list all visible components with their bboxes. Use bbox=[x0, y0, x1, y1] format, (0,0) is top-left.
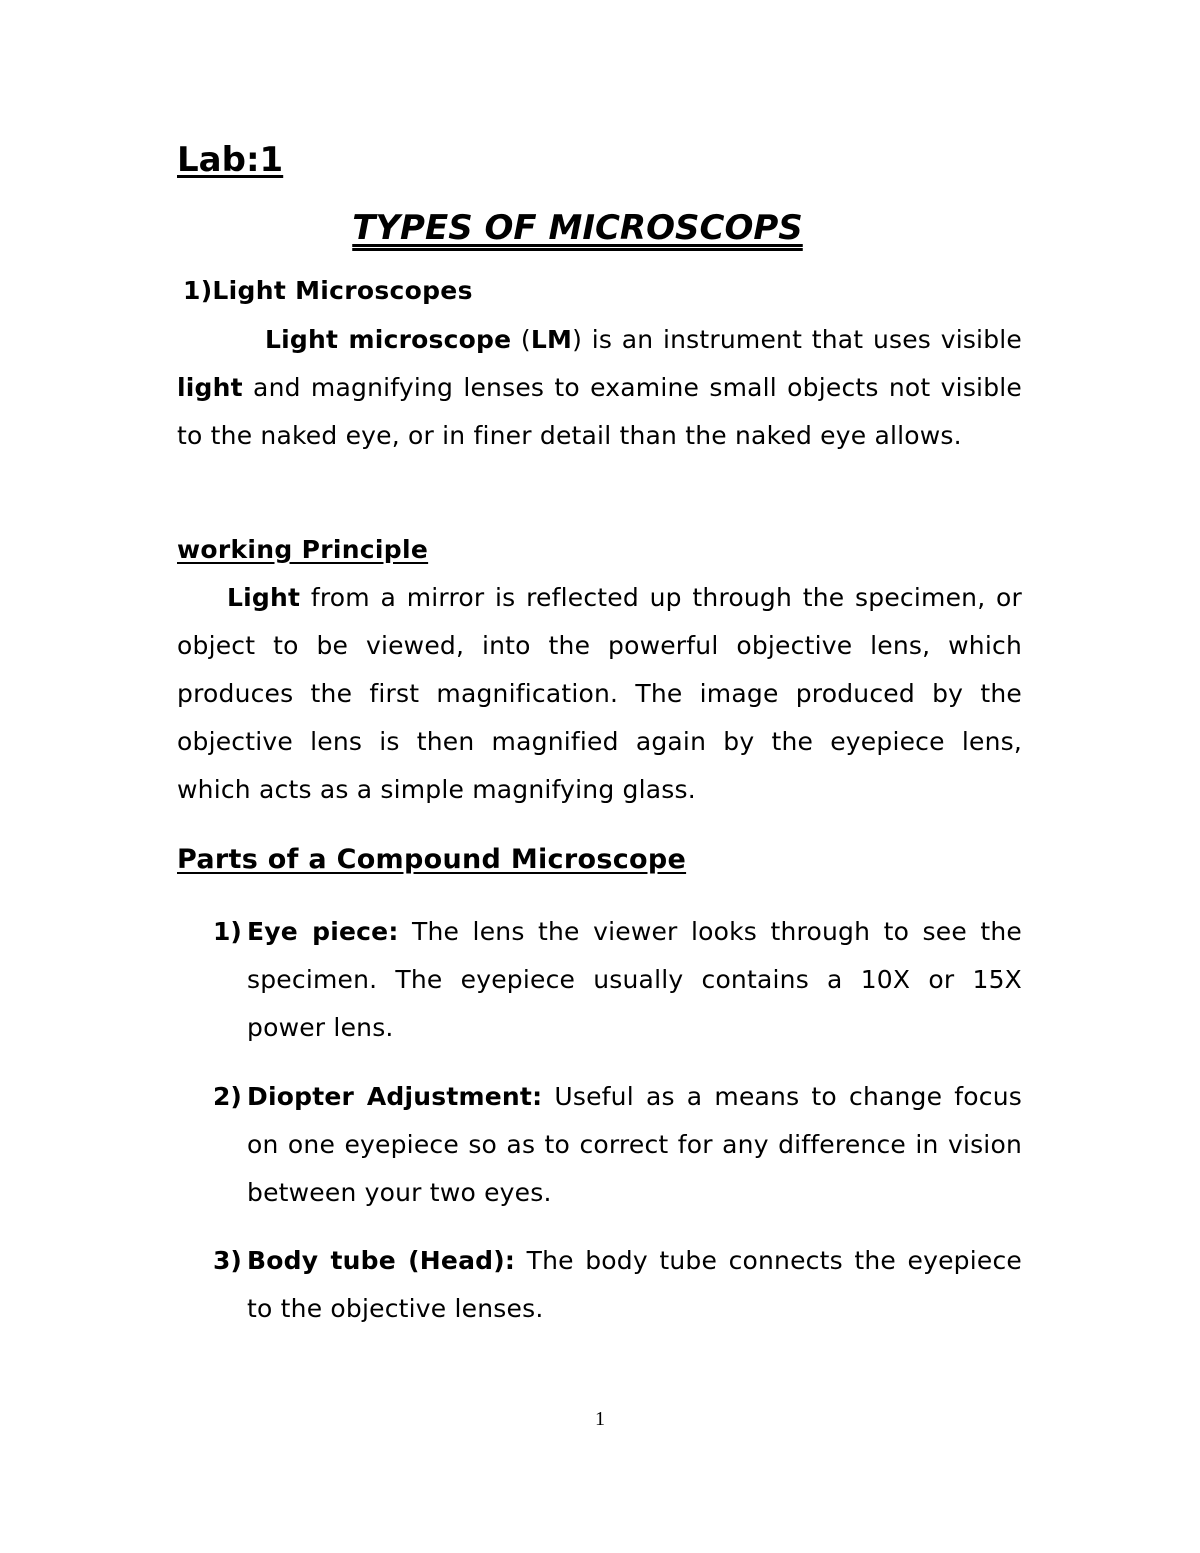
term-light-microscope: Light microscope bbox=[265, 325, 512, 354]
light-microscope-paragraph: Light microscope (LM) is an instrument that uses visible light and magnifying lenses to examine small objects not visible to the naked eye, or in finer detail than the naked eye allows. bbox=[177, 325, 1023, 450]
item-number: 1) bbox=[213, 917, 242, 946]
item-term: Diopter Adjustment: bbox=[247, 1082, 543, 1111]
item-term: Eye piece: bbox=[247, 917, 399, 946]
document-title: TYPES OF MICROSCOPS bbox=[352, 208, 803, 248]
item-text: Diopter Adjustment: Useful as a means to change focus on one eyepiece so as to correct for any difference in vision between your two eyes. bbox=[247, 1082, 1023, 1207]
term-light-start: Light bbox=[227, 583, 301, 612]
term-lm: LM bbox=[530, 325, 573, 354]
item-text: Eye piece: The lens the viewer looks through to see the specimen. The eyepiece usually contains a 10X or 15X power lens. bbox=[247, 917, 1022, 1042]
item-text: Body tube (Head): The body tube connects the eyepiece to the objective lenses. bbox=[247, 1246, 1022, 1323]
item-number: 3) bbox=[213, 1246, 242, 1275]
item-number: 2) bbox=[213, 1082, 242, 1111]
section-title: Light Microscopes bbox=[212, 276, 473, 305]
parts-heading: Parts of a Compound Microscope bbox=[177, 844, 687, 875]
section-heading-light-microscopes bbox=[183, 276, 473, 305]
lab-title: Lab:1 bbox=[177, 140, 284, 180]
working-principle-paragraph: Light from a mirror is reflected up through the specimen, or object to be viewed, into the powerful objective lens, which produces the first magnification. The image produced by the objective lens is then magnified again by the eyepiece lens, which acts as a simple magnifying glass. bbox=[177, 583, 1022, 804]
item-term: Body tube (Head): bbox=[247, 1246, 516, 1275]
working-principle-heading: working Principle bbox=[177, 535, 429, 564]
section-number: 1) bbox=[183, 276, 213, 305]
term-light: light bbox=[177, 373, 243, 402]
page-number: 1 bbox=[595, 1408, 605, 1430]
